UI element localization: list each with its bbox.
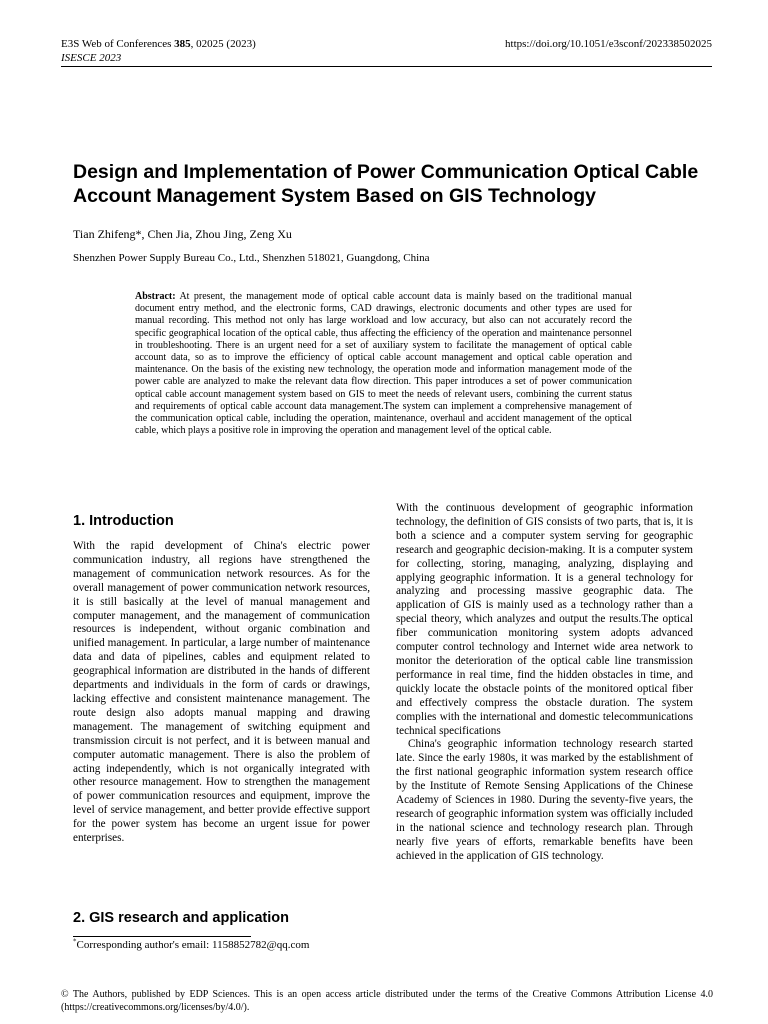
journal-prefix: E3S Web of Conferences bbox=[61, 38, 175, 50]
abstract bbox=[135, 291, 632, 437]
left-column bbox=[73, 540, 370, 846]
abstract-label: Abstract: bbox=[135, 291, 176, 302]
journal-volume: 385 bbox=[174, 38, 191, 50]
license-footer: © The Authors, published by EDP Sciences. This is an open access article distributed under the terms of the Creative Commons Attribution License 4.0 (https://creativecommons.org/licenses/by/4.0/). bbox=[61, 989, 713, 1013]
right-column bbox=[396, 502, 693, 864]
section-heading-gis: 2. GIS research and application bbox=[73, 910, 289, 926]
paper-title: Design and Implementation of Power Communication Optical Cable Account Management System Based on GIS Technology bbox=[73, 161, 699, 207]
abstract-text: At present, the management mode of optical cable account data is mainly based on the traditional manual document entry method, and the electronic forms, CAD drawings, electronic documents and other types are used for manual recording. This method not only has large workload and low accuracy, but also can not accurately record the specific geographical location of the optical cable, thus affecting the efficiency of the operation and maintenance personnel in troubleshooting. There is an urgent need for a set of auxiliary system to facilitate the management of optical cable account data, so as to improve the efficiency of optical cable account management and optical cable operation and maintenance. On the basis of the existing new technology, the operation mode and information management mode of the power cable are analyzed to make the relevant data flow direction. This paper introduces a set of power communication optical cable account management system based on GIS to meet the needs of relevant users, combining the current status and requirements of optical cable account data management.The system can implement a comprehensive management of the communication optical cable, including the operation, maintenance, overhaul and accident management of the optical cable, which plays a positive role in improving the operation and management level of the optical cable. bbox=[135, 291, 632, 437]
footnote-marker: * bbox=[73, 937, 77, 946]
china-gis-paragraph: China's geographic information technology research started late. Since the early 1980s, it was marked by the establishment of the first national geographic information system research office by the Institute of Remote Sensing Applications of the Chinese Academy of Sciences in 1980. During the seventy-five years, the research of geographic information system was officially included in the national science and technology research plan. Through nearly five years of efforts, remarkable benefits have been achieved in the application of GIS technology. bbox=[396, 738, 693, 862]
footnote-text: Corresponding author's email: 1158852782@qq.com bbox=[76, 939, 310, 951]
header-divider bbox=[61, 66, 712, 67]
conference-series: ISESCE 2023 bbox=[61, 52, 122, 64]
gis-paragraph: With the continuous development of geographic information technology, the definition of GIS consists of two parts, that is, it is both a science and a computer system serving for geographic research and geographic decision-making. It is a computer system for collecting, storing, managing, analyzing, displaying and applying geographic information. It is a general technology for analyzing and processing massive geographic data. The application of GIS is mainly used as a technology rather than a special theory, which analyzes and output the results.The optical fiber communication monitoring system adopts advanced computer control technology and Internet wide area network to monitor the deterioration of the optical cable line transmission performance in real time, find the hidden obstacles in time, and quickly locate the obstacle points of the monitored optical fiber and effectively compress the obstacle duration. The system complies with the international and domestic telecommunications technical specifications bbox=[396, 502, 693, 737]
footnote-divider bbox=[73, 936, 251, 937]
author-list: Tian Zhifeng*, Chen Jia, Zhou Jing, Zeng Xu bbox=[73, 227, 292, 241]
article-suffix: , 02025 (2023) bbox=[190, 38, 256, 50]
section-heading-introduction: 1. Introduction bbox=[73, 513, 174, 529]
doi-link[interactable]: https://doi.org/10.1051/e3sconf/202338502025 bbox=[505, 38, 712, 50]
affiliation: Shenzhen Power Supply Bureau Co., Ltd., Shenzhen 518021, Guangdong, China bbox=[73, 252, 430, 264]
introduction-paragraph: With the rapid development of China's electric power communication industry, all regions have strengthened the management of communication network resources. As for the overall management of power communication network resources, it is still basically at the level of manual management and computer management, and the management of communication resources is independent, without organic combination and unified management. In particular, a large number of maintenance data and data of pipelines, cables and equipment related to geographical information are distributed in the hands of different departments and individuals in the form of cards or drawings, lacking effective and consistent maintenance management. The route design also adopts manual mapping and drawing management. The management of switching equipment and transmission circuit is not perfect, and it is between manual and computer automatic management. There is also the problem of acting independently, which is not organically integrated with other resource management. How to strengthen the management of power communication resources and equipment, improve the level of service management, and better provide effective support for the power system has become an urgent issue for power enterprises. bbox=[73, 540, 370, 845]
footnote bbox=[73, 938, 309, 952]
journal-citation bbox=[61, 37, 256, 51]
